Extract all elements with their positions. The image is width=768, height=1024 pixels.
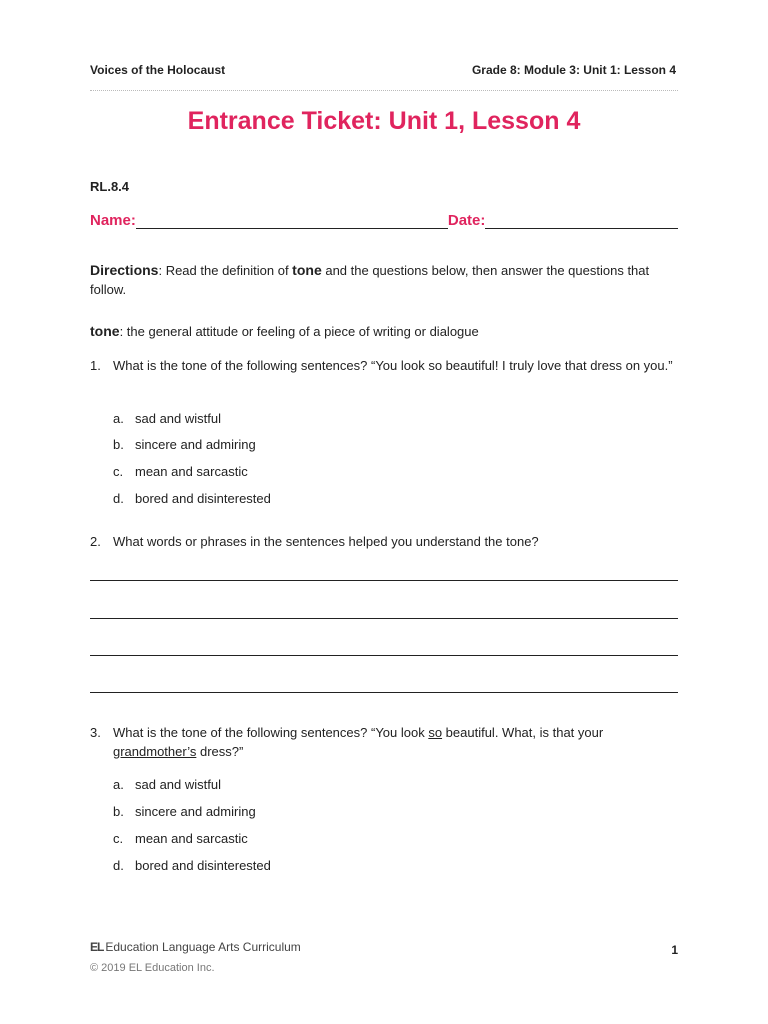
directions bbox=[90, 261, 680, 299]
option-text: bored and disinterested bbox=[135, 491, 271, 506]
footer-logo-text: Education Language Arts Curriculum bbox=[105, 940, 301, 954]
el-logo-icon: EL bbox=[90, 940, 104, 954]
name-label: Name: bbox=[90, 212, 136, 229]
date-label: Date: bbox=[447, 212, 486, 229]
question-3-underline-1: so bbox=[428, 725, 443, 740]
footer-logo bbox=[90, 940, 301, 954]
answer-line[interactable] bbox=[90, 618, 678, 619]
answer-line[interactable] bbox=[90, 692, 678, 693]
name-date-row bbox=[90, 212, 678, 229]
question-2-text: What words or phrases in the sentences helped you understand the tone? bbox=[113, 534, 539, 549]
question-1-number: 1. bbox=[90, 358, 101, 373]
option-text: sincere and admiring bbox=[135, 804, 256, 819]
option-letter: b. bbox=[113, 437, 124, 452]
question-3-option-d[interactable] bbox=[113, 858, 271, 873]
option-letter: d. bbox=[113, 858, 124, 873]
question-1-option-b[interactable] bbox=[113, 437, 256, 452]
question-1-option-a[interactable] bbox=[113, 411, 221, 426]
question-2 bbox=[90, 532, 680, 551]
page-number: 1 bbox=[671, 943, 678, 957]
question-1 bbox=[90, 356, 680, 375]
question-3-option-a[interactable] bbox=[113, 777, 221, 792]
option-letter: c. bbox=[113, 831, 124, 846]
answer-line[interactable] bbox=[90, 655, 678, 656]
question-3-text-c: dress?” bbox=[196, 744, 244, 759]
option-letter: c. bbox=[113, 464, 124, 479]
directions-text-2: and the questions below, then answer the questions that follow. bbox=[90, 263, 650, 297]
header-divider bbox=[90, 90, 678, 91]
definition bbox=[90, 322, 680, 341]
date-line[interactable] bbox=[485, 212, 678, 229]
definition-term: tone bbox=[90, 323, 120, 339]
directions-bold-word: tone bbox=[292, 262, 322, 278]
question-1-option-c[interactable] bbox=[113, 464, 248, 479]
question-3-text-a: What is the tone of the following sentences? “You look bbox=[113, 725, 429, 740]
question-1-text: What is the tone of the following sentences? “You look so beautiful! I truly love that dress on you.” bbox=[113, 358, 673, 373]
option-text: mean and sarcastic bbox=[135, 831, 248, 846]
question-1-option-d[interactable] bbox=[113, 491, 271, 506]
question-3-underline-2: grandmother’s bbox=[113, 744, 197, 759]
header-lesson-info: Grade 8: Module 3: Unit 1: Lesson 4 bbox=[471, 63, 676, 77]
question-2-number: 2. bbox=[90, 534, 101, 549]
footer-copyright: © 2019 EL Education Inc. bbox=[90, 962, 215, 974]
option-letter: a. bbox=[113, 777, 124, 792]
option-text: sad and wistful bbox=[135, 411, 221, 426]
directions-label: Directions bbox=[90, 262, 159, 278]
page-title: Entrance Ticket: Unit 1, Lesson 4 bbox=[187, 107, 581, 135]
option-text: bored and disinterested bbox=[135, 858, 271, 873]
option-text: sad and wistful bbox=[135, 777, 221, 792]
definition-text: : the general attitude or feeling of a piece of writing or dialogue bbox=[119, 324, 479, 339]
question-3-option-c[interactable] bbox=[113, 831, 248, 846]
option-letter: d. bbox=[113, 491, 124, 506]
option-letter: b. bbox=[113, 804, 124, 819]
answer-line[interactable] bbox=[90, 580, 678, 581]
option-letter: a. bbox=[113, 411, 124, 426]
question-3-number: 3. bbox=[90, 725, 101, 740]
name-line[interactable] bbox=[136, 212, 448, 229]
standard-code: RL.8.4 bbox=[90, 179, 130, 194]
header-module-title: Voices of the Holocaust bbox=[90, 63, 226, 77]
option-text: sincere and admiring bbox=[135, 437, 256, 452]
directions-text-1: : Read the definition of bbox=[158, 263, 293, 278]
question-3-text-b: beautiful. What, is that your bbox=[442, 725, 604, 740]
question-3-text bbox=[113, 723, 680, 761]
question-3-option-b[interactable] bbox=[113, 804, 256, 819]
question-3 bbox=[90, 723, 680, 761]
option-text: mean and sarcastic bbox=[135, 464, 248, 479]
